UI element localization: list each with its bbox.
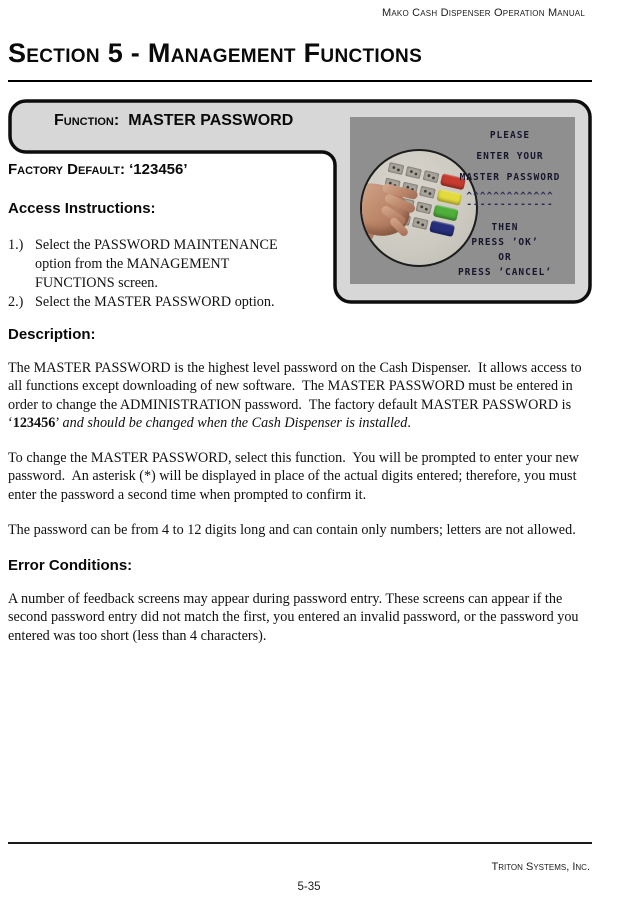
lcd-line: OR [498, 252, 512, 263]
footer-rule [8, 842, 592, 844]
paragraph-text: . [407, 414, 411, 431]
default-password-bold: 123456 [12, 414, 56, 431]
paragraph-italic: and should be changed when the Cash Dispenser is installed [62, 414, 408, 431]
lcd-line: PLEASE [489, 130, 531, 141]
step-marker: 1.) [8, 237, 24, 253]
lcd-caret-row: ^^^^^^^^^^^^^ [466, 191, 554, 202]
keypad-key-gray [415, 201, 432, 214]
error-conditions-heading: Error Conditions: [8, 557, 133, 574]
description-paragraph-1 [8, 359, 586, 432]
function-label: Function: [54, 112, 120, 129]
lcd-dash-row: ------------- [466, 199, 554, 210]
lcd-text-bottom [430, 220, 580, 280]
paragraph-text: The MASTER PASSWORD is the highest level password on the Cash Dispenser. It allows access to all functions except downloading of new software. The MASTER PASSWORD must be entered in order to change the ADMINISTRATION password. The factory default MASTER PASSWORD is ‘ [8, 360, 586, 431]
running-header: Mako Cash Dispenser Operation Manual [382, 7, 585, 19]
lcd-line: MASTER PASSWORD [459, 172, 561, 183]
keypad-key-gray [405, 166, 422, 179]
function-title [54, 112, 293, 130]
footer-company: Triton Systems, Inc. [491, 861, 590, 873]
list-item [8, 236, 318, 293]
lcd-line: PRESS ’OK’ [471, 237, 539, 248]
factory-default-line [8, 161, 188, 178]
factory-default-label: Factory Default: [8, 161, 125, 178]
keypad-key-gray [419, 186, 436, 199]
access-steps [8, 236, 318, 312]
step-marker: 2.) [8, 294, 24, 310]
list-item [8, 293, 318, 312]
keypad-key-gray [423, 170, 440, 183]
access-instructions-heading: Access Instructions: [8, 200, 156, 217]
step-text: Select the PASSWORD MAINTENANCE option from the MANAGEMENT FUNCTIONS screen. [35, 237, 278, 291]
description-heading: Description: [8, 326, 96, 343]
description-paragraph-2: To change the MASTER PASSWORD, select this function. You will be prompted to enter your new password. An asterisk (*) will be displayed in place of the actual digits entered; therefore, you must enter the password a second time when prompted to confirm it. [8, 450, 583, 503]
header-rule [8, 80, 592, 82]
lcd-text-top [445, 125, 575, 188]
section-title: Section 5 - Management Functions [8, 38, 423, 68]
lcd-line: THEN [491, 222, 519, 233]
description-paragraph-3: The password can be from 4 to 12 digits long and can contain only numbers; letters are not allowed. [8, 522, 576, 538]
function-value: MASTER PASSWORD [128, 112, 294, 129]
keypad-key-gray [388, 162, 405, 175]
lcd-screen [350, 117, 575, 284]
keypad-key-gray [412, 217, 429, 230]
lcd-line: ENTER YOUR [476, 151, 544, 162]
lcd-line: PRESS ’CANCEL’ [457, 267, 553, 278]
page-number: 5-35 [297, 881, 321, 893]
factory-default-value: ‘123456’ [129, 161, 188, 178]
error-conditions-paragraph: A number of feedback screens may appear during password entry. These screens can appear if the second password entry did not match the first, you entered an invalid password, or the password you entered was too short (less than 4 characters). [8, 591, 583, 644]
paragraph-text: ’ [55, 414, 63, 431]
lcd-password-entry-area [438, 193, 582, 209]
step-text: Select the MASTER PASSWORD option. [35, 294, 275, 310]
